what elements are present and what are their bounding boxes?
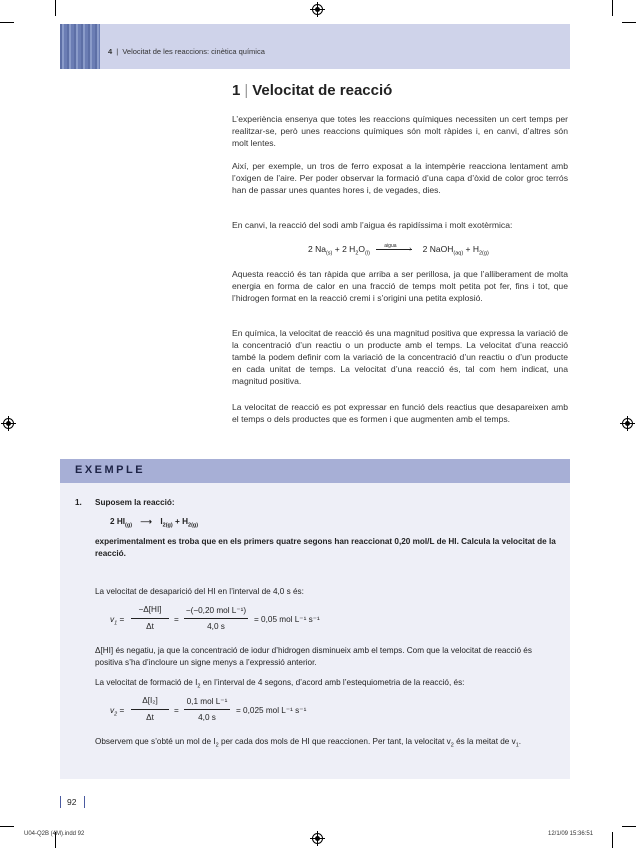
subscript: 2 — [197, 683, 201, 690]
crop-mark — [612, 832, 613, 848]
example-line — [95, 677, 557, 693]
v2-symbol: v — [110, 706, 115, 715]
registration-mark-icon — [622, 418, 633, 429]
text: . — [518, 737, 522, 746]
paragraph: Així, per exemple, un tros de ferro exposat a la intempèrie reacciona lentament amb l’oxigen de l’aire. Per poder observar la formació d’una capa d’òxid de color groc terrós han de passar unes quantes hores i, de vegades, dies. — [232, 161, 568, 196]
crop-mark — [0, 826, 14, 827]
example-explanation: Δ[HI] és negatiu, ja que la concentració de iodur d’hidrogen disminueix amb el temps. Com que la velocitat de reacció és positiva s’ha d’incloure un signe menys a l’expressió anterior. — [95, 646, 532, 667]
example-heading: EXEMPLE — [75, 464, 146, 476]
footer-date: 12/1/09 15:36:51 — [548, 831, 594, 837]
product-hydrogen: + H — [465, 244, 479, 254]
chapter-title: Velocitat de les reaccions: cinètica química — [122, 47, 265, 56]
v2-den1: Δt — [146, 713, 154, 722]
section-number: 1 — [232, 82, 241, 99]
subscript: 2 — [450, 742, 454, 749]
crop-mark — [612, 0, 613, 16]
section-title-text: Velocitat de reacció — [252, 82, 393, 99]
section-title: 1 | Velocitat de reacció — [232, 82, 393, 99]
subscript: 2 — [215, 742, 219, 749]
v1-symbol: v — [110, 615, 115, 624]
page-number: 92 — [67, 797, 77, 807]
registration-mark-icon — [312, 833, 323, 844]
v2-num2: 0,1 mol L⁻¹ — [186, 697, 228, 706]
chapter-number: 4 — [108, 47, 113, 56]
page-number-bar — [84, 796, 85, 808]
subscript: 1 — [515, 742, 519, 749]
example-question: experimentalment es troba que en els primers quatre segons han reaccionat 0,20 mol/L de HI. Calcula la velocitat de la reacció. — [95, 537, 556, 558]
state: (g) — [125, 522, 133, 529]
state: (l) — [365, 250, 370, 257]
example-item-number: 1. — [75, 498, 82, 507]
v2-num1: Δ[I₂] — [142, 696, 158, 705]
product-iodine: I — [160, 517, 163, 526]
sodium-reaction-equation: 2 $Na_{(s)} + 2$ $H_2O_{(l)}$ aigua › 2 NaOH$_{(aq)}$ + $H_{2(g)}$ — [308, 243, 489, 257]
subscript: 2 — [355, 250, 359, 257]
arrow-label: aigua — [384, 243, 397, 249]
example-reaction — [110, 516, 198, 532]
crop-mark — [55, 0, 56, 16]
reaction-arrow: ⟶ — [140, 517, 153, 526]
product-hydrogen: + H — [175, 517, 189, 526]
footer-file: U04-Q2B (4M).indd 92 — [24, 831, 85, 837]
registration-mark-icon — [312, 4, 323, 15]
state: (aq) — [453, 250, 464, 257]
example-prompt: Suposem la reacció: — [95, 498, 175, 507]
paragraph: La velocitat de reacció es pot expressar en funció dels reactius que desapareixen amb el temps o dels productes que es formen i que augmenten amb el temps. — [232, 402, 568, 425]
equals-sign: = — [174, 706, 179, 715]
fraction-line — [131, 709, 169, 710]
subscript: 1 — [114, 620, 118, 627]
fraction-line — [184, 709, 230, 710]
equals-sign: = — [174, 615, 179, 624]
example-header — [60, 459, 570, 483]
reactant-water: + 2 H — [334, 244, 356, 254]
state: 2(g) — [162, 522, 173, 529]
paragraph: L’experiència ensenya que totes les reaccions químiques necessiten un cert temps per realitzar-se, però unes reaccions químiques són molt ràpides i, en canvi, d’altres són molt lentes. — [232, 114, 568, 149]
state: (s) — [325, 250, 333, 257]
v2-lhs: $v_2$ = — [110, 706, 125, 718]
registration-mark-icon — [3, 418, 14, 429]
oxygen: O — [358, 244, 366, 254]
product-naoh: 2 NaOH — [422, 244, 454, 254]
v1-num1: −Δ[HI] — [138, 605, 162, 614]
state: 2(g) — [479, 250, 489, 257]
v1-den1: Δt — [146, 622, 154, 631]
crop-mark — [622, 22, 636, 23]
v1-result: = 0,05 mol L⁻¹ s⁻¹ — [254, 615, 320, 624]
text: per cada dos mols de HI que reaccionen. Per tant, la velocitat v — [218, 737, 451, 746]
text: La velocitat de formació de I — [95, 678, 198, 687]
text: en l’interval de 4 segons, d’acord amb l’estequiometria de la reacció, és: — [200, 678, 465, 687]
fraction-line — [184, 618, 248, 619]
example-line: La velocitat de desaparició del HI en l’interval de 4,0 s és: — [95, 587, 304, 596]
v1-num2: −(−0,20 mol L⁻¹) — [185, 606, 247, 615]
running-header: 4 | Velocitat de les reaccions: cinètica química — [108, 47, 265, 56]
paragraph: En canvi, la reacció del sodi amb l’aigua és rapidíssima i molt exotèrmica: — [232, 220, 513, 230]
v1-den2: 4,0 s — [207, 622, 225, 631]
text: Observem que s’obté un mol de I — [95, 737, 216, 746]
v1-lhs: $v_1$ = — [110, 615, 125, 627]
header-image — [60, 24, 100, 69]
subscript: 2 — [114, 711, 118, 718]
fraction-line — [131, 618, 169, 619]
state: 2(g) — [188, 522, 199, 529]
crop-mark — [622, 826, 636, 827]
page-number-bar — [60, 796, 61, 808]
paragraph: En química, la velocitat de reacció és una magnitud positiva que expressa la variació de la concentració d’un reactiu o un producte amb el temps. La velocitat d’una reacció també la podem definir com la variació de la concentració d’un reactiu o d’un producte en cada unitat de temps. La velocitat d’una reacció és, tal com hem indicat, una magnitud positiva. — [232, 328, 568, 387]
reactant-hi: 2 HI — [110, 517, 126, 526]
reactant-sodium: 2 Na — [308, 244, 326, 254]
v2-result: = 0,025 mol L⁻¹ s⁻¹ — [236, 706, 307, 715]
text: és la meitat de v — [453, 737, 516, 746]
crop-mark — [0, 22, 14, 23]
v2-den2: 4,0 s — [198, 713, 216, 722]
paragraph: Aquesta reacció és tan ràpida que arriba a ser perillosa, ja que l’alliberament de molta energia en forma de calor en una fracció de temps molt petita pot fer, fins i tot, que l’hidrogen format en la reacció cremi i s’origini una petita explosió. — [232, 269, 568, 304]
example-conclusion — [95, 736, 557, 752]
